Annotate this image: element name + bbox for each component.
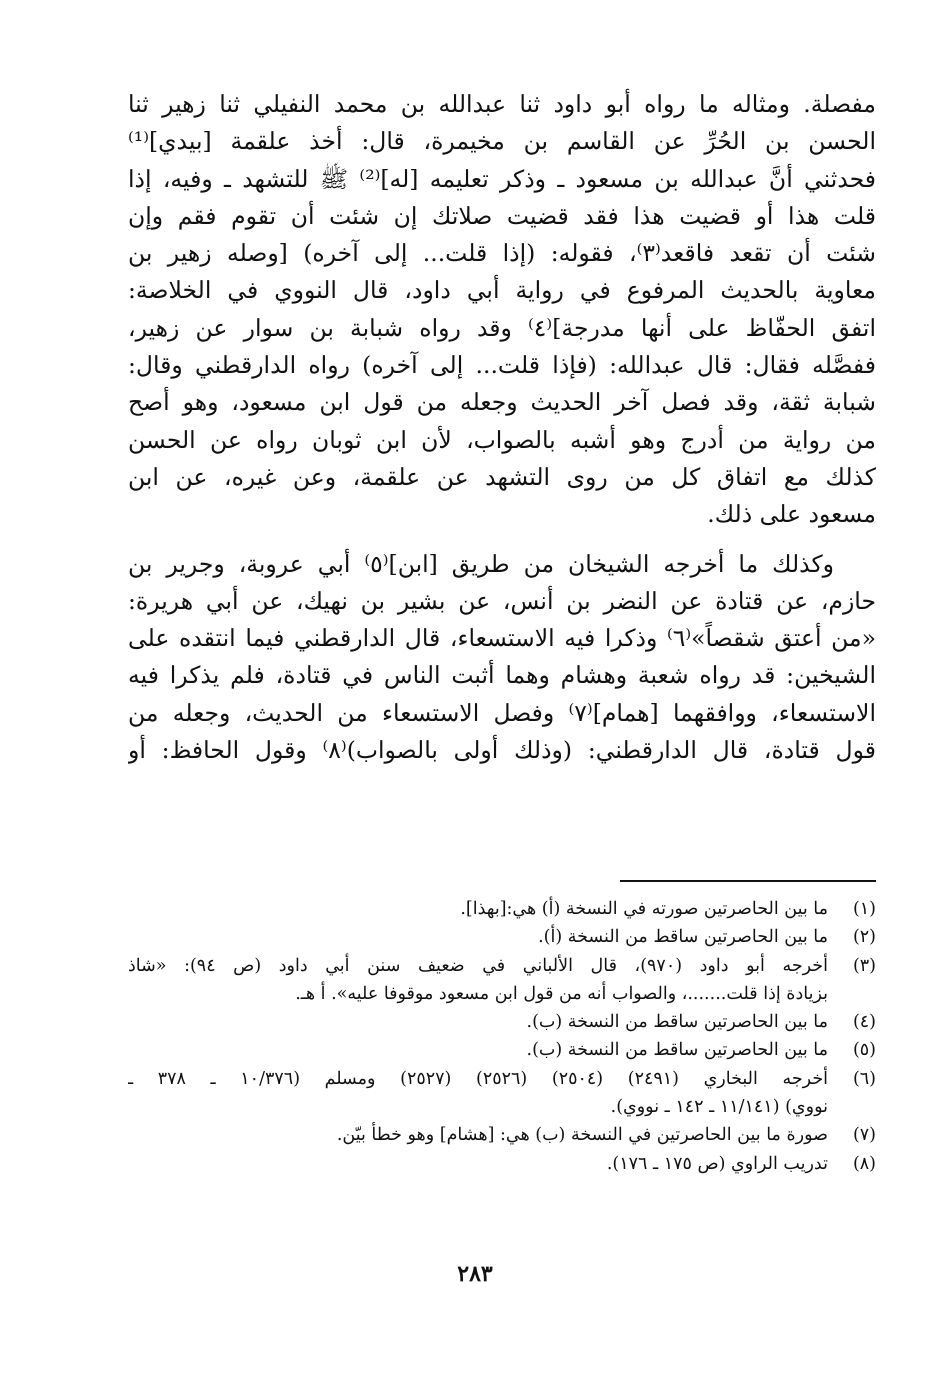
footnote-text: [128, 1121, 828, 1149]
paragraph-2: [128, 546, 876, 770]
footnote-line: أخرجه البخاري (٢٤٩١) (٢٥٠٤) (٢٥٢٦) (٢٥٢٧) ومسلم (١٠/٣٧٦ ـ ٣٧٨ ـ: [128, 1068, 828, 1089]
footnote-text: [128, 1008, 828, 1036]
footnote-line: صورة ما بين الحاصرتين في النسخة (ب) هي: [هشام] وهو خطأ بيّن.: [336, 1125, 828, 1146]
text-line: مسعود على ذلك.: [707, 500, 876, 529]
footnote-line: أخرجه أبو داود (٩٧٠)، قال الألباني في ضعيف سنن أبي داود (ص ٩٤): «شاذ: [128, 955, 828, 976]
footnote-number: (٦): [852, 1068, 876, 1089]
main-text: [128, 86, 876, 769]
footnote-line: ما بين الحاصرتين ساقط من النسخة (ب).: [526, 1012, 828, 1033]
text-line: حازم، عن قتادة عن النضر بن أنس، عن بشير بن نهيك، عن أبي هريرة:: [128, 586, 876, 615]
paragraph-gap: [128, 534, 876, 546]
footnote-5: [128, 1036, 876, 1064]
text-line: الاستسعاء، ووافقهما [همام]⁽٧⁾ وفصل الاستسعاء من الحديث، وجعله من: [128, 698, 876, 727]
text-line: شبابة ثقة، وقد فصل آخر الحديث وجعله من قول ابن مسعود، وهو أصح: [128, 388, 876, 417]
footnote-line: ما بين الحاصرتين ساقط من النسخة (أ).: [538, 927, 828, 948]
footnote-text: [128, 1036, 828, 1064]
text-line: وكذلك ما أخرجه الشيخان من طريق [ابن]⁽٥⁾ أبي عروبة، وجرير بن: [128, 549, 834, 578]
footnote-line: بزيادة إذا قلت.......، والصواب أنه من قول ابن مسعود موقوفا عليه». أ هـ.: [295, 983, 828, 1004]
text-line: من رواية من أدرج وهو أشبه بالصواب، لأن ابن ثوبان رواه عن الحسن: [128, 425, 876, 454]
footnote-text: [128, 1150, 828, 1178]
footnote-line: تدريب الراوي (ص ١٧٥ ـ ١٧٦).: [606, 1153, 828, 1174]
footnote-separator: [620, 880, 876, 882]
text-line: الحسن بن الحُرِّ عن القاسم بن مخيمرة، قال: أخذ علقمة [بيدي]⁽¹⁾: [128, 127, 876, 156]
footnote-text: [128, 923, 828, 951]
footnote-number: (١): [852, 899, 876, 919]
footnote-number: (٢): [852, 927, 876, 948]
text-line: الشيخين: قد رواه شعبة وهشام وهما أثبت الناس في قتادة، فلم يذكرا فيه: [128, 661, 876, 690]
footnote-number: (٣): [852, 955, 876, 976]
text-line: شئت أن تقعد فاقعد⁽٣⁾، فقوله: (إذا قلت... إلى آخره) [وصله زهير بن: [128, 239, 876, 268]
text-line: ففصَّله فقال: قال عبدالله: (فإذا قلت... إلى آخره) رواه الدارقطني وقال:: [128, 351, 876, 380]
text-line: قلت هذا أو قضيت هذا فقد قضيت صلاتك إن شئت أن تقوم فقم وإن: [128, 201, 876, 230]
page-number: ٢٨٣: [457, 1261, 493, 1287]
text-line: معاوية بالحديث المرفوع في رواية أبي داود، قال النووي في الخلاصة:: [128, 276, 876, 305]
text-line: «من أعتق شقصاً»⁽٦⁾ وذكرا فيه الاستسعاء، قال الدارقطني فيما انتقده على: [128, 624, 876, 653]
footnote-text: [128, 1065, 828, 1122]
footnote-number: (٧): [852, 1125, 876, 1146]
footnote-number: (٨): [852, 1153, 876, 1174]
footnote-line: ما بين الحاصرتين ساقط من النسخة (ب).: [526, 1040, 828, 1061]
footnotes: [128, 895, 876, 1178]
footnote-6: [128, 1065, 876, 1122]
footnote-text: [128, 952, 828, 1009]
footnote-text: [128, 895, 828, 923]
paragraph-1: [128, 86, 876, 534]
text-line: فحدثني أنَّ عبدالله بن مسعود ـ وذكر تعليمه [له]⁽²⁾ ﷺ للتشهد ـ وفيه، إذا: [128, 164, 876, 193]
footnote-4: [128, 1008, 876, 1036]
footnote-line: ما بين الحاصرتين صورته في النسخة (أ) هي:[بهذا].: [460, 899, 828, 919]
footnote-3: [128, 952, 876, 1009]
footnote-7: [128, 1121, 876, 1149]
footnote-number: (٤): [852, 1012, 876, 1033]
text-line: مفصلة. ومثاله ما رواه أبو داود ثنا عبدالله بن محمد النفيلي ثنا زهير ثنا: [128, 90, 876, 118]
footnote-2: [128, 923, 876, 951]
footnote-1: [128, 895, 876, 923]
footnote-line: نووي) (١١/١٤١ ـ ١٤٢ ـ نووي).: [610, 1097, 828, 1118]
text-line: اتفق الحفّاظ على أنها مدرجة]⁽٤⁾ وقد رواه شبابة بن سوار عن زهير،: [128, 313, 876, 342]
text-line: كذلك مع اتفاق كل من روى التشهد عن علقمة، وعن غيره، عن ابن: [128, 462, 876, 491]
footnote-8: [128, 1150, 876, 1178]
text-line: قول قتادة، قال الدارقطني: (وذلك أولى بالصواب)⁽٨⁾ وقول الحافظ: أو: [128, 736, 876, 765]
footnote-number: (٥): [852, 1040, 876, 1061]
